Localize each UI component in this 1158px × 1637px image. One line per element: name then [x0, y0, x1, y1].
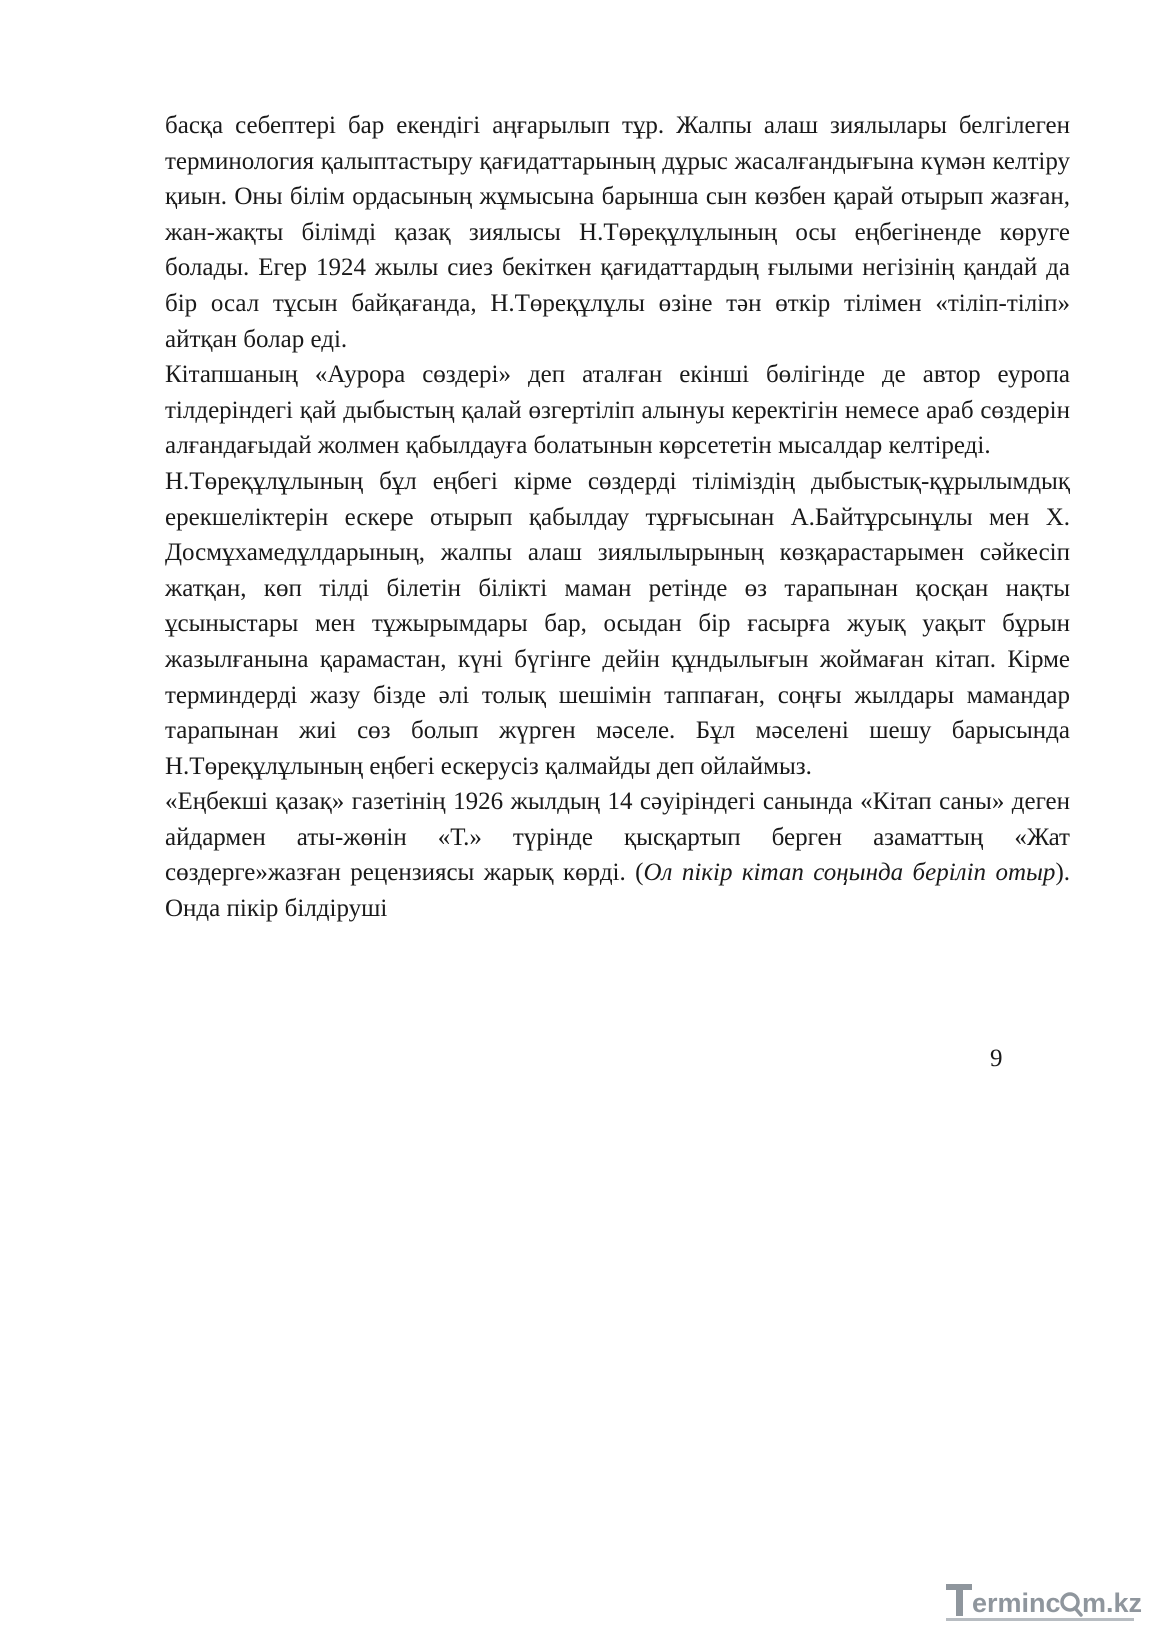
paragraph-4 — [165, 784, 1070, 926]
paragraph-1: басқа себептері бар екендігі аңғарылып тұр. Жалпы алаш зиялылары белгілеген терминология қалыптастыру қағидаттарының дұрыс жасалғандығына күмән келтіру қиын. Оны білім ордасының жұмысына барынша сын көзбен қарай отырып жазған, жан-жақты білімді қазақ зиялысы Н.Төреқұлұлының осы еңбегіненде көруге болады. Егер 1924 жылы сиез бекіткен қағидаттардың ғылыми негізінің қандай да бір осал тұсын байқағанда, Н.Төреқұлұлы өзіне тән өткір тілімен «тіліп-тіліп» айтқан болар еді. — [165, 112, 1070, 353]
paragraph-3: Н.Төреқұлұлының бұл еңбегі кірме сөздерді тіліміздің дыбыстық-құрылымдық ерекшеліктерін ескере отырып қабылдау тұрғысынан А.Байтұрсынұлы мен Х. Досмұхамедұлдарының, жалпы алаш зиялылырының көзқарастарымен сәйкесіп жатқан, көп тілді білетін білікті маман ретінде өз тарапынан қосқан нақты ұсыныстары мен тұжырымдары бар, осыдан бір ғасырға жуық уақыт бұрын жазылғанына қарамастан, күні бүгінге дейін құндылығын жоймаған кітап. Кірме терминдерді жазу бізде әлі толық шешімін таппаған, соңғы жылдары мамандар тарапынан жиі сөз болып жүрген мәселе. Бұл мәселені шешу барысында Н.Төреқұлұлының еңбегі ескерусіз қалмайды деп ойлаймыз. — [165, 467, 1070, 780]
paragraph-4-text-before: «Еңбекші қазақ» газетінің 1926 жылдың 14 сәуіріндегі санында «Кітап саны» деген айдармен аты-жөнін «Т.» түрінде қысқартып берген азаматтың «Жат сөздерге»жазған рецензиясы жарық көрді. ( — [165, 788, 1070, 887]
svg-text:m.kz: m.kz — [1082, 1588, 1143, 1618]
page-number: 9 — [990, 1045, 1003, 1072]
paragraph-4-text-after: ). Онда пікір білдіруші — [165, 859, 1071, 923]
paragraph-4-italic-note: Ол пікір кітап соңында беріліп отыр — [643, 859, 1056, 887]
svg-text:erminc: erminc — [972, 1588, 1061, 1618]
paragraph-2: Кітапшаның «Аурора сөздері» деп аталған екінші бөлігінде де автор еуропа тілдеріндегі қай дыбыстың қалай өзгертіліп алынуы керектігін немесе араб сөздерін алғандағыдай жолмен қабылдауға болатынын көрсететін мысалдар келтіреді. — [165, 361, 1070, 460]
termincom-logo-icon — [944, 1578, 1144, 1626]
watermark-logo — [944, 1578, 1144, 1626]
body-text — [165, 108, 1070, 927]
